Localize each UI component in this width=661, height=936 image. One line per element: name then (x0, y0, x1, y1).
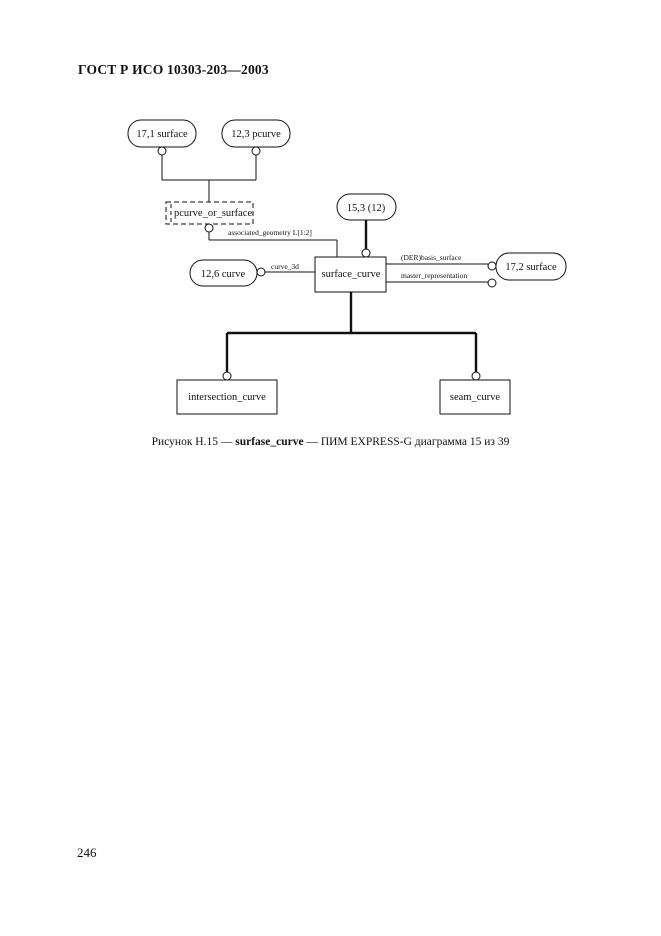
ref-surface-17-2-label: 17,2 surface (505, 262, 557, 273)
ref-pcurve-12-3-label: 12,3 pcurve (231, 129, 281, 140)
circle-15-3 (362, 249, 370, 257)
curve-3d-label: curve_3d (271, 262, 299, 271)
page-reference-curve-12-6 (190, 260, 257, 286)
entity-seam-curve (440, 380, 510, 414)
master-representation-label: master_representation (401, 271, 468, 280)
document-header: ГОСТ Р ИСО 10303-203—2003 (78, 62, 269, 77)
basis-surface-label: (DER)basis_surface (401, 253, 462, 262)
ref-surface-17-1-label: 17,1 surface (136, 129, 188, 140)
figure-caption (0, 436, 661, 448)
select-pcurve-or-surface (166, 202, 253, 224)
circle-pcurve-or-surface (205, 224, 213, 232)
page-reference-pcurve-12-3 (222, 120, 290, 147)
page-reference-surface-17-2 (496, 253, 566, 280)
seam-curve-label: seam_curve (449, 392, 501, 403)
circle-master-representation (488, 279, 496, 287)
caption-prefix: Рисунок Н.15 — (151, 436, 236, 448)
caption-suffix: — ПИМ EXPRESS-G диаграмма 15 из 39 (303, 436, 510, 448)
circle-curve-12-6 (257, 268, 265, 276)
ref-curve-12-6-label: 12,6 curve (200, 269, 246, 280)
page-reference-surface-17-1 (128, 120, 196, 147)
page-number: 246 (77, 845, 97, 860)
circle-pcurve-12-3 (252, 147, 260, 155)
page-reference-15-3 (337, 194, 396, 220)
intersection-curve-label: intersection_curve (188, 392, 266, 403)
entity-intersection-curve (177, 380, 277, 414)
circle-surface-17-1 (158, 147, 166, 155)
associated-geometry-label: associated_geometry L[1:2] (228, 228, 312, 237)
caption-entity: surfase_curve (235, 436, 304, 448)
ref-15-3-label: 15,3 (12) (346, 203, 386, 214)
circle-seam-curve (472, 372, 480, 380)
circle-intersection-curve (223, 372, 231, 380)
entity-surface-curve (315, 257, 386, 292)
surface-curve-label: surface_curve (321, 269, 381, 280)
circle-basis-surface (488, 262, 496, 270)
pcurve-or-surface-label: pcurve_or_surface (174, 208, 253, 219)
